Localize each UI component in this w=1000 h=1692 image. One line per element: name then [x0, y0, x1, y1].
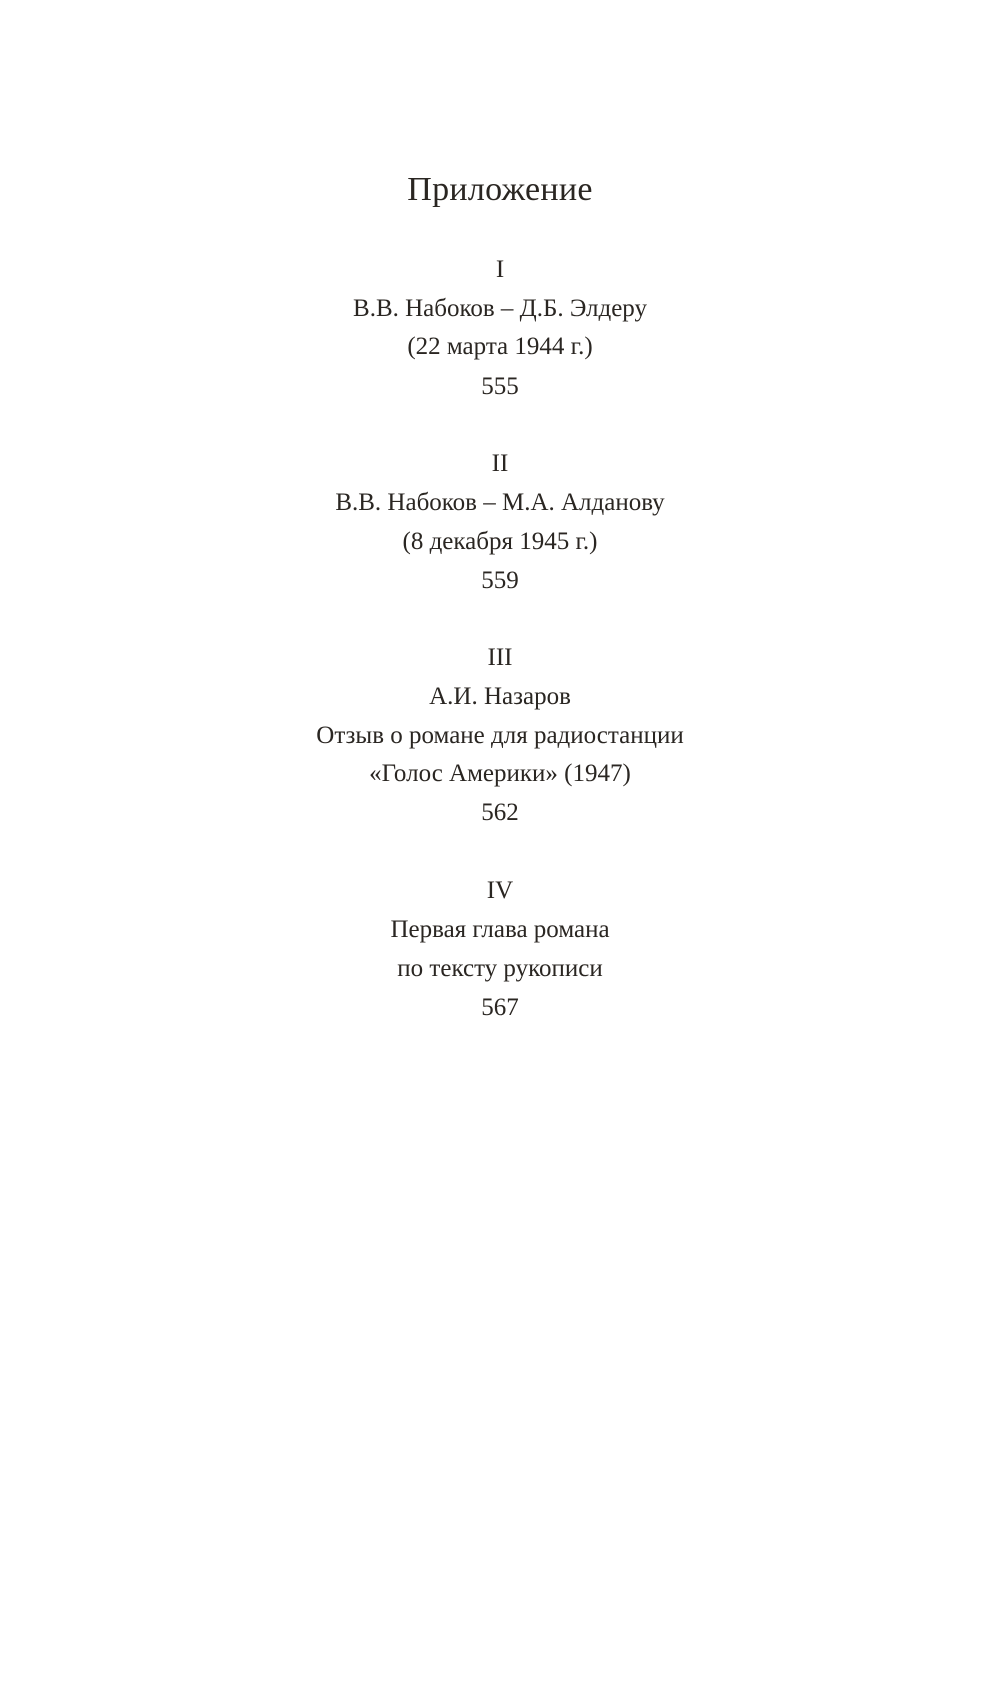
section-3-line-2: Отзыв о романе для радиостанции	[316, 722, 684, 749]
section-1-page-number: 555	[481, 373, 519, 400]
section-3-line-3: «Голос Америки» (1947)	[369, 760, 631, 787]
section-3-numeral: III	[487, 644, 513, 671]
section-4-line-1: Первая глава романа	[390, 916, 610, 943]
section-4-line-2: по тексту рукописи	[397, 955, 603, 982]
section-2-line-1: В.В. Набоков – М.А. Алданову	[335, 489, 665, 516]
section-1-numeral: I	[495, 256, 505, 283]
section-1-line-1: В.В. Набоков – Д.Б. Элдеру	[353, 295, 647, 322]
page-title: Приложение	[407, 171, 593, 208]
section-2-numeral: II	[491, 450, 509, 477]
section-4-page-number: 567	[481, 994, 519, 1021]
section-1-line-2: (22 марта 1944 г.)	[407, 333, 593, 360]
section-2-line-2: (8 декабря 1945 г.)	[402, 528, 598, 555]
section-2-page-number: 559	[481, 567, 519, 594]
section-3-line-1: А.И. Назаров	[429, 683, 571, 710]
section-4-numeral: IV	[486, 877, 514, 904]
section-3-page-number: 562	[481, 799, 519, 826]
